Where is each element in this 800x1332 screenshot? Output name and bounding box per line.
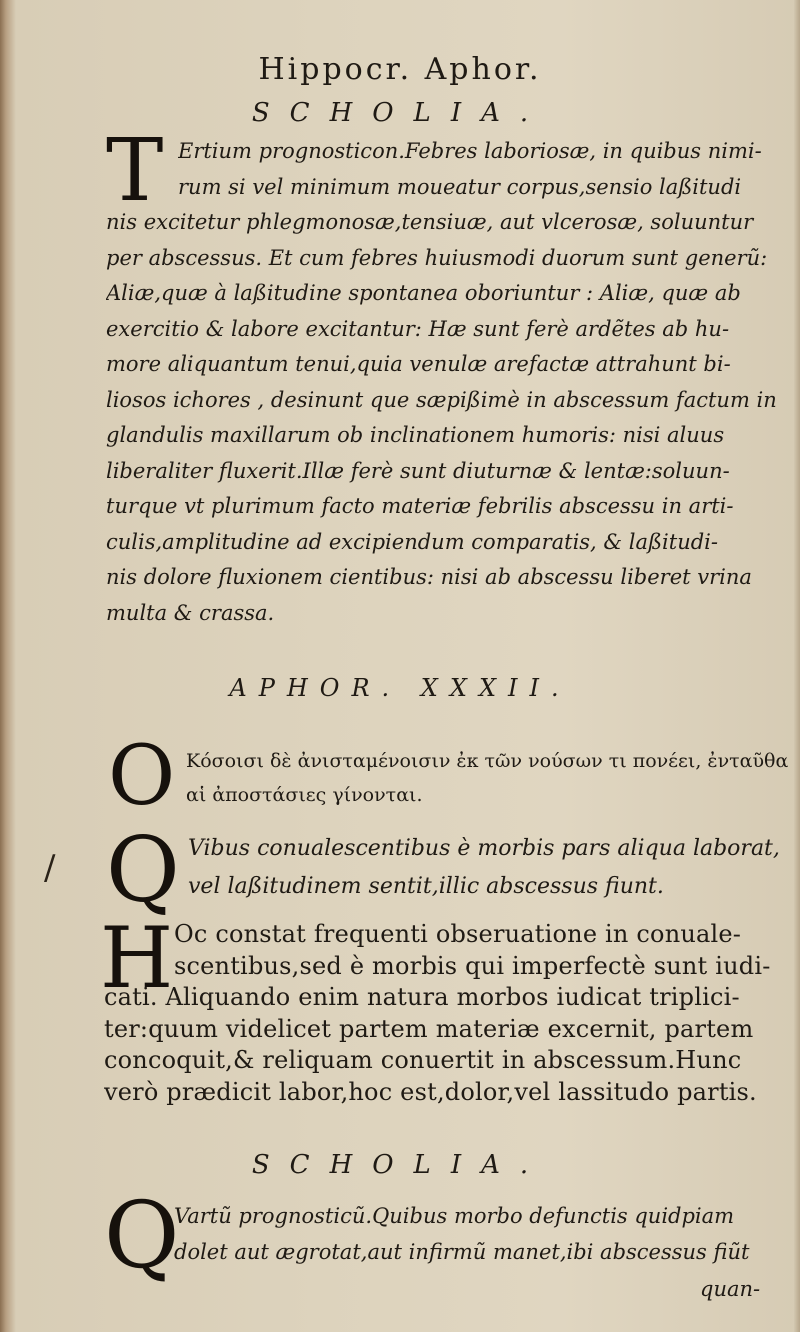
text-line: multa & crassa. [106,600,275,625]
text-line: nis dolore fluxionem cientibus: nisi ab abscessu liberet vrina [106,565,752,589]
text-line: cati. Aliquando enim natura morbos iudicat triplici- [104,983,740,1011]
text-line: Ertium prognosticon.Febres laboriosæ, in quibus nimi- [178,139,762,163]
drop-cap: Q [104,1182,180,1289]
text-line: more aliquantum tenui,quia venulæ arefactæ attrahunt bi- [106,352,731,376]
aphorism-heading: APHOR. XXXII. [229,674,571,702]
text-line: Vartũ prognosticũ.Quibus morbo defunctis quidpiam [174,1204,735,1228]
text-line: per abscessus. Et cum febres huiusmodi duorum sunt generũ: [106,245,768,270]
catchword: quan- [700,1277,761,1301]
text-line: nis excitetur phlegmonosæ,tensiuæ, aut vlcerosæ, soluuntur [106,210,754,234]
page-edge [794,0,800,1332]
latin-lines [188,830,792,906]
scholia-heading: SCHOLIA. [251,98,549,128]
text-line: concoquit,& reliquam conuertit in abscessum.Hunc [104,1046,742,1074]
scholia-1-full-lines [106,205,794,631]
scholia-1-indented-lines [178,134,790,205]
scholia-heading: SCHOLIA. [251,1150,549,1180]
text-line: αἱ ἀποστάσιες γίνονται. [186,784,423,806]
text-line: Aliæ,quæ à laßitudine spontanea oboriuntur : Aliæ, quæ ab [106,281,741,305]
text-line: Oc constat frequenti obseruatione in conuale- [174,920,742,948]
drop-cap: O [108,729,176,824]
drop-cap: Q [106,818,180,923]
drop-cap: T [106,121,164,221]
text-line: turque vt plurimum facto materiæ febrilis abscessu in arti- [106,494,734,518]
text-line: rum si vel minimum moueatur corpus,sensio laßitudi [178,174,742,199]
text-line: ter:quum videlicet partem materiæ excernit, partem [104,1014,754,1043]
commentary-indented-lines [174,919,794,982]
text-line: glandulis maxillarum ob inclinationem humoris: nisi aluus [106,423,725,447]
commentary-full-lines [104,982,794,1108]
greek-lines [186,744,792,812]
text-line: dolet aut ægrotat,aut infirmũ manet,ibi abscessus fiũt [174,1240,750,1264]
text-line: liosos ichores , desinunt que sæpißimè in abscessum factum in [106,387,777,412]
text-line: liberaliter fluxerit.Illæ ferè sunt diuturnæ & lentæ:soluun- [106,458,730,483]
text-line: exercitio & labore excitantur: Hæ sunt ferè ardẽtes ab hu- [106,316,730,341]
margin-mark: / [44,848,56,888]
text-line: scentibus,sed è morbis qui imperfectè sunt iudi- [174,951,771,980]
drop-cap: H [100,909,174,1007]
running-head: Hippocr. Aphor. [258,52,542,87]
text-line: culis,amplitudine ad excipiendum comparatis, & laßitudi- [106,529,718,554]
text-line: Vibus conualescentibus è morbis pars aliqua laborat, [188,836,780,861]
scholia-2-lines [174,1198,792,1270]
text-line: Κόσοισι δὲ ἀνισταμένοισιν ἐκ τῶν νούσων τι πονέει, ἐνταῦθα [186,750,789,772]
text-line: vel laßitudinem sentit,illic abscessus fiunt. [188,874,664,899]
text-line: verò prædicit labor,hoc est,dolor,vel lassitudo partis. [104,1077,757,1106]
